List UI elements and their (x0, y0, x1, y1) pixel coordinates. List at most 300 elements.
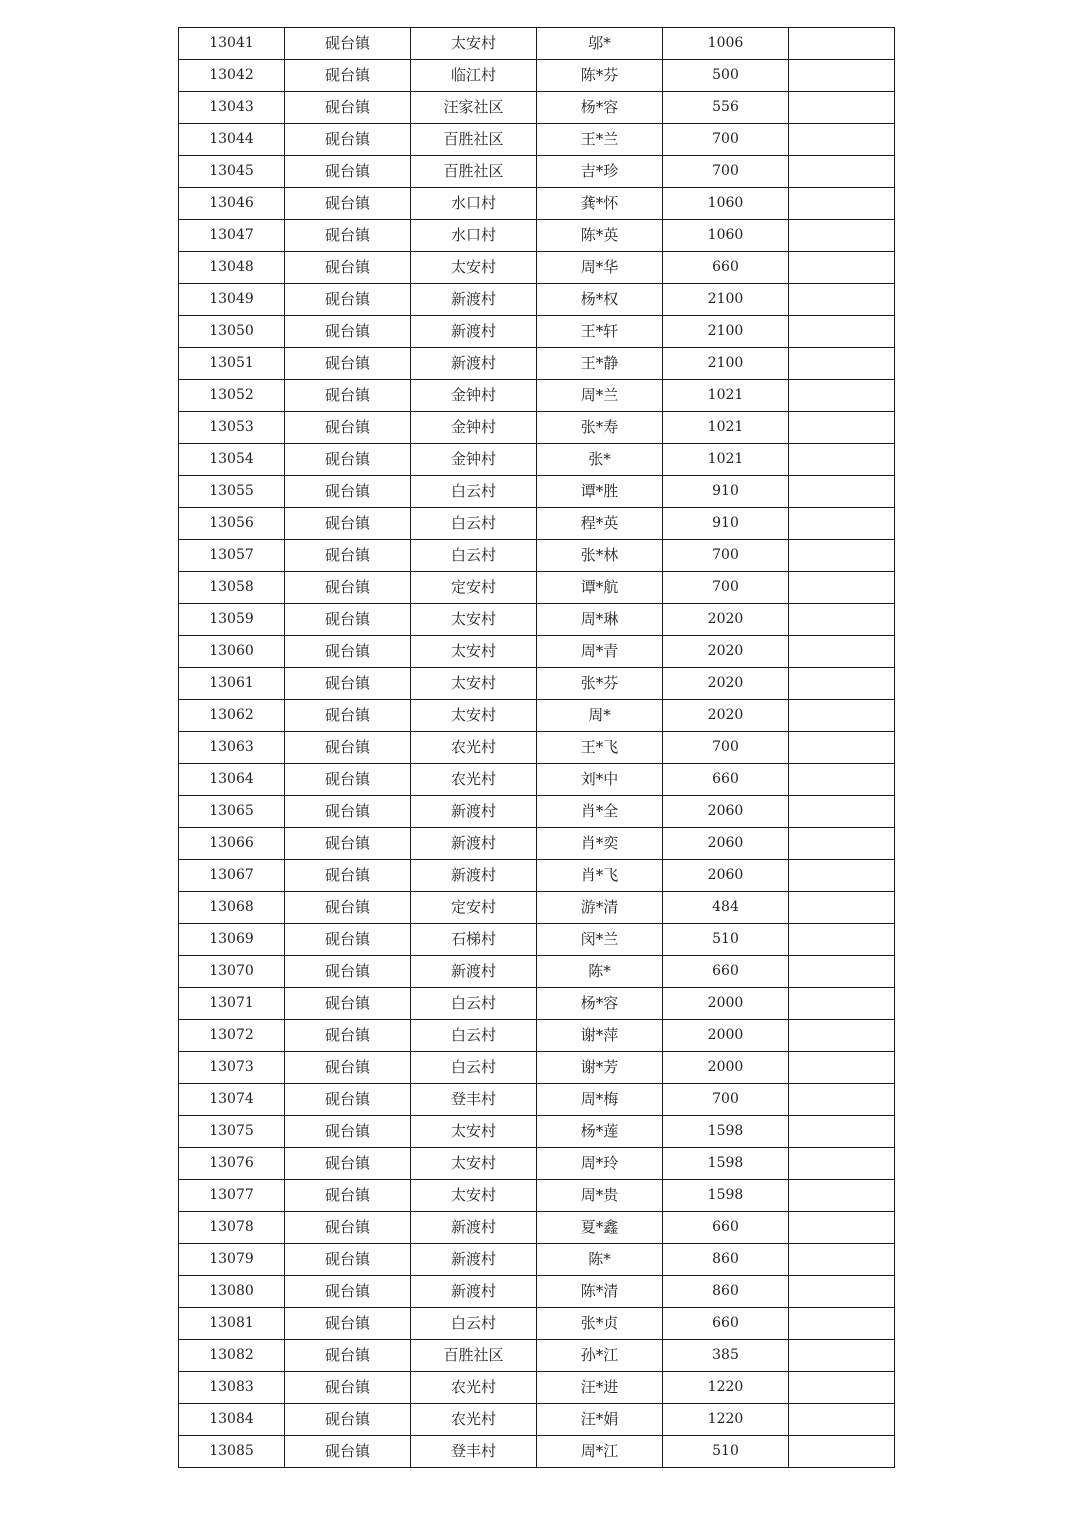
town-cell: 砚台镇 (285, 1276, 411, 1308)
serial-number-cell: 13084 (179, 1404, 285, 1436)
village-cell: 新渡村 (411, 316, 537, 348)
note-cell (789, 188, 895, 220)
town-cell: 砚台镇 (285, 1372, 411, 1404)
amount-cell: 1598 (663, 1180, 789, 1212)
table-row (179, 380, 895, 412)
serial-number-cell: 13050 (179, 316, 285, 348)
amount-cell: 2000 (663, 988, 789, 1020)
note-cell (789, 956, 895, 988)
town-cell: 砚台镇 (285, 828, 411, 860)
serial-number-cell: 13068 (179, 892, 285, 924)
amount-cell: 1598 (663, 1148, 789, 1180)
note-cell (789, 1308, 895, 1340)
serial-number-cell: 13055 (179, 476, 285, 508)
person-name-cell: 周*琳 (537, 604, 663, 636)
person-name-cell: 闵*兰 (537, 924, 663, 956)
note-cell (789, 1276, 895, 1308)
serial-number-cell: 13073 (179, 1052, 285, 1084)
town-cell: 砚台镇 (285, 1212, 411, 1244)
amount-cell: 910 (663, 508, 789, 540)
town-cell: 砚台镇 (285, 1436, 411, 1468)
village-cell: 汪家社区 (411, 92, 537, 124)
amount-cell: 2020 (663, 636, 789, 668)
town-cell: 砚台镇 (285, 188, 411, 220)
roster-table-body (179, 28, 895, 1468)
table-row (179, 92, 895, 124)
town-cell: 砚台镇 (285, 380, 411, 412)
note-cell (789, 700, 895, 732)
table-row (179, 764, 895, 796)
note-cell (789, 1116, 895, 1148)
person-name-cell: 肖*全 (537, 796, 663, 828)
amount-cell: 500 (663, 60, 789, 92)
amount-cell: 2020 (663, 668, 789, 700)
amount-cell: 385 (663, 1340, 789, 1372)
person-name-cell: 汪*进 (537, 1372, 663, 1404)
amount-cell: 860 (663, 1276, 789, 1308)
village-cell: 新渡村 (411, 956, 537, 988)
table-row (179, 1052, 895, 1084)
serial-number-cell: 13058 (179, 572, 285, 604)
amount-cell: 700 (663, 1084, 789, 1116)
village-cell: 太安村 (411, 28, 537, 60)
note-cell (789, 60, 895, 92)
town-cell: 砚台镇 (285, 220, 411, 252)
serial-number-cell: 13063 (179, 732, 285, 764)
town-cell: 砚台镇 (285, 700, 411, 732)
table-row (179, 1244, 895, 1276)
serial-number-cell: 13043 (179, 92, 285, 124)
amount-cell: 910 (663, 476, 789, 508)
serial-number-cell: 13074 (179, 1084, 285, 1116)
note-cell (789, 1148, 895, 1180)
serial-number-cell: 13049 (179, 284, 285, 316)
person-name-cell: 周*兰 (537, 380, 663, 412)
amount-cell: 1060 (663, 188, 789, 220)
serial-number-cell: 13051 (179, 348, 285, 380)
table-row (179, 540, 895, 572)
serial-number-cell: 13053 (179, 412, 285, 444)
town-cell: 砚台镇 (285, 412, 411, 444)
note-cell (789, 1372, 895, 1404)
person-name-cell: 张*林 (537, 540, 663, 572)
town-cell: 砚台镇 (285, 1340, 411, 1372)
town-cell: 砚台镇 (285, 284, 411, 316)
village-cell: 太安村 (411, 700, 537, 732)
note-cell (789, 892, 895, 924)
serial-number-cell: 13062 (179, 700, 285, 732)
amount-cell: 860 (663, 1244, 789, 1276)
village-cell: 太安村 (411, 1116, 537, 1148)
town-cell: 砚台镇 (285, 1308, 411, 1340)
person-name-cell: 邬* (537, 28, 663, 60)
person-name-cell: 谭*航 (537, 572, 663, 604)
table-row (179, 1148, 895, 1180)
town-cell: 砚台镇 (285, 28, 411, 60)
amount-cell: 1220 (663, 1404, 789, 1436)
note-cell (789, 988, 895, 1020)
note-cell (789, 764, 895, 796)
serial-number-cell: 13047 (179, 220, 285, 252)
person-name-cell: 陈*英 (537, 220, 663, 252)
village-cell: 白云村 (411, 1308, 537, 1340)
amount-cell: 1021 (663, 412, 789, 444)
table-row (179, 508, 895, 540)
town-cell: 砚台镇 (285, 1020, 411, 1052)
person-name-cell: 谢*萍 (537, 1020, 663, 1052)
table-row (179, 444, 895, 476)
note-cell (789, 1436, 895, 1468)
town-cell: 砚台镇 (285, 1084, 411, 1116)
town-cell: 砚台镇 (285, 1180, 411, 1212)
serial-number-cell: 13082 (179, 1340, 285, 1372)
amount-cell: 2060 (663, 828, 789, 860)
person-name-cell: 夏*鑫 (537, 1212, 663, 1244)
village-cell: 临江村 (411, 60, 537, 92)
person-name-cell: 王*兰 (537, 124, 663, 156)
serial-number-cell: 13061 (179, 668, 285, 700)
amount-cell: 1598 (663, 1116, 789, 1148)
table-row (179, 860, 895, 892)
person-name-cell: 杨*莲 (537, 1116, 663, 1148)
note-cell (789, 284, 895, 316)
amount-cell: 660 (663, 764, 789, 796)
town-cell: 砚台镇 (285, 444, 411, 476)
note-cell (789, 380, 895, 412)
note-cell (789, 508, 895, 540)
serial-number-cell: 13067 (179, 860, 285, 892)
village-cell: 新渡村 (411, 284, 537, 316)
serial-number-cell: 13042 (179, 60, 285, 92)
note-cell (789, 1052, 895, 1084)
person-name-cell: 张* (537, 444, 663, 476)
person-name-cell: 周*玲 (537, 1148, 663, 1180)
roster-table (178, 27, 895, 1468)
table-row (179, 1020, 895, 1052)
note-cell (789, 124, 895, 156)
serial-number-cell: 13046 (179, 188, 285, 220)
table-row (179, 1212, 895, 1244)
village-cell: 水口村 (411, 188, 537, 220)
table-row (179, 1308, 895, 1340)
note-cell (789, 252, 895, 284)
village-cell: 新渡村 (411, 1276, 537, 1308)
person-name-cell: 陈*芬 (537, 60, 663, 92)
amount-cell: 2020 (663, 604, 789, 636)
note-cell (789, 604, 895, 636)
table-row (179, 828, 895, 860)
town-cell: 砚台镇 (285, 764, 411, 796)
table-row (179, 60, 895, 92)
person-name-cell: 陈*清 (537, 1276, 663, 1308)
village-cell: 百胜社区 (411, 124, 537, 156)
town-cell: 砚台镇 (285, 860, 411, 892)
serial-number-cell: 13052 (179, 380, 285, 412)
note-cell (789, 1084, 895, 1116)
amount-cell: 2060 (663, 860, 789, 892)
serial-number-cell: 13060 (179, 636, 285, 668)
amount-cell: 1021 (663, 444, 789, 476)
person-name-cell: 周*华 (537, 252, 663, 284)
town-cell: 砚台镇 (285, 476, 411, 508)
amount-cell: 1006 (663, 28, 789, 60)
village-cell: 太安村 (411, 1148, 537, 1180)
amount-cell: 700 (663, 124, 789, 156)
person-name-cell: 刘*中 (537, 764, 663, 796)
table-row (179, 604, 895, 636)
town-cell: 砚台镇 (285, 636, 411, 668)
table-row (179, 156, 895, 188)
amount-cell: 484 (663, 892, 789, 924)
person-name-cell: 杨*权 (537, 284, 663, 316)
note-cell (789, 348, 895, 380)
table-row (179, 252, 895, 284)
note-cell (789, 476, 895, 508)
village-cell: 百胜社区 (411, 1340, 537, 1372)
amount-cell: 510 (663, 1436, 789, 1468)
amount-cell: 1220 (663, 1372, 789, 1404)
village-cell: 新渡村 (411, 828, 537, 860)
amount-cell: 700 (663, 572, 789, 604)
table-row (179, 1276, 895, 1308)
note-cell (789, 444, 895, 476)
person-name-cell: 陈* (537, 1244, 663, 1276)
town-cell: 砚台镇 (285, 60, 411, 92)
town-cell: 砚台镇 (285, 156, 411, 188)
village-cell: 白云村 (411, 476, 537, 508)
town-cell: 砚台镇 (285, 988, 411, 1020)
village-cell: 白云村 (411, 508, 537, 540)
town-cell: 砚台镇 (285, 1148, 411, 1180)
table-row (179, 636, 895, 668)
village-cell: 太安村 (411, 1180, 537, 1212)
amount-cell: 2100 (663, 316, 789, 348)
table-row (179, 1372, 895, 1404)
person-name-cell: 游*清 (537, 892, 663, 924)
note-cell (789, 92, 895, 124)
person-name-cell: 张*贞 (537, 1308, 663, 1340)
serial-number-cell: 13059 (179, 604, 285, 636)
person-name-cell: 程*英 (537, 508, 663, 540)
village-cell: 太安村 (411, 252, 537, 284)
note-cell (789, 540, 895, 572)
town-cell: 砚台镇 (285, 348, 411, 380)
person-name-cell: 周*江 (537, 1436, 663, 1468)
village-cell: 白云村 (411, 540, 537, 572)
amount-cell: 660 (663, 1212, 789, 1244)
table-row (179, 1436, 895, 1468)
town-cell: 砚台镇 (285, 508, 411, 540)
person-name-cell: 张*芬 (537, 668, 663, 700)
village-cell: 太安村 (411, 668, 537, 700)
village-cell: 白云村 (411, 988, 537, 1020)
note-cell (789, 1212, 895, 1244)
table-row (179, 572, 895, 604)
note-cell (789, 924, 895, 956)
town-cell: 砚台镇 (285, 892, 411, 924)
table-row (179, 732, 895, 764)
amount-cell: 660 (663, 252, 789, 284)
serial-number-cell: 13081 (179, 1308, 285, 1340)
village-cell: 登丰村 (411, 1436, 537, 1468)
serial-number-cell: 13056 (179, 508, 285, 540)
person-name-cell: 王*飞 (537, 732, 663, 764)
person-name-cell: 肖*奕 (537, 828, 663, 860)
note-cell (789, 860, 895, 892)
town-cell: 砚台镇 (285, 1052, 411, 1084)
village-cell: 石梯村 (411, 924, 537, 956)
town-cell: 砚台镇 (285, 252, 411, 284)
serial-number-cell: 13064 (179, 764, 285, 796)
person-name-cell: 谭*胜 (537, 476, 663, 508)
amount-cell: 1060 (663, 220, 789, 252)
person-name-cell: 陈* (537, 956, 663, 988)
serial-number-cell: 13071 (179, 988, 285, 1020)
village-cell: 水口村 (411, 220, 537, 252)
village-cell: 新渡村 (411, 348, 537, 380)
table-row (179, 668, 895, 700)
table-row (179, 348, 895, 380)
person-name-cell: 周* (537, 700, 663, 732)
table-row (179, 1404, 895, 1436)
person-name-cell: 谢*芳 (537, 1052, 663, 1084)
serial-number-cell: 13066 (179, 828, 285, 860)
town-cell: 砚台镇 (285, 92, 411, 124)
serial-number-cell: 13078 (179, 1212, 285, 1244)
amount-cell: 660 (663, 1308, 789, 1340)
serial-number-cell: 13044 (179, 124, 285, 156)
village-cell: 新渡村 (411, 1244, 537, 1276)
village-cell: 登丰村 (411, 1084, 537, 1116)
town-cell: 砚台镇 (285, 1404, 411, 1436)
village-cell: 农光村 (411, 764, 537, 796)
serial-number-cell: 13069 (179, 924, 285, 956)
table-row (179, 412, 895, 444)
village-cell: 新渡村 (411, 796, 537, 828)
person-name-cell: 周*贵 (537, 1180, 663, 1212)
serial-number-cell: 13077 (179, 1180, 285, 1212)
serial-number-cell: 13079 (179, 1244, 285, 1276)
note-cell (789, 572, 895, 604)
town-cell: 砚台镇 (285, 956, 411, 988)
town-cell: 砚台镇 (285, 604, 411, 636)
note-cell (789, 796, 895, 828)
amount-cell: 2000 (663, 1020, 789, 1052)
note-cell (789, 316, 895, 348)
town-cell: 砚台镇 (285, 1244, 411, 1276)
serial-number-cell: 13054 (179, 444, 285, 476)
table-row (179, 28, 895, 60)
person-name-cell: 周*梅 (537, 1084, 663, 1116)
table-row (179, 188, 895, 220)
serial-number-cell: 13065 (179, 796, 285, 828)
village-cell: 定安村 (411, 892, 537, 924)
note-cell (789, 1340, 895, 1372)
village-cell: 金钟村 (411, 412, 537, 444)
note-cell (789, 1244, 895, 1276)
note-cell (789, 1020, 895, 1052)
note-cell (789, 1404, 895, 1436)
table-row (179, 220, 895, 252)
serial-number-cell: 13045 (179, 156, 285, 188)
person-name-cell: 王*静 (537, 348, 663, 380)
table-row (179, 124, 895, 156)
serial-number-cell: 13080 (179, 1276, 285, 1308)
table-row (179, 956, 895, 988)
village-cell: 金钟村 (411, 444, 537, 476)
note-cell (789, 1180, 895, 1212)
village-cell: 白云村 (411, 1052, 537, 1084)
serial-number-cell: 13072 (179, 1020, 285, 1052)
person-name-cell: 孙*江 (537, 1340, 663, 1372)
amount-cell: 1021 (663, 380, 789, 412)
table-row (179, 1340, 895, 1372)
town-cell: 砚台镇 (285, 124, 411, 156)
table-row (179, 892, 895, 924)
town-cell: 砚台镇 (285, 1116, 411, 1148)
table-row (179, 1116, 895, 1148)
table-row (179, 924, 895, 956)
town-cell: 砚台镇 (285, 316, 411, 348)
village-cell: 百胜社区 (411, 156, 537, 188)
note-cell (789, 828, 895, 860)
table-row (179, 1084, 895, 1116)
table-row (179, 988, 895, 1020)
serial-number-cell: 13076 (179, 1148, 285, 1180)
amount-cell: 700 (663, 732, 789, 764)
serial-number-cell: 13085 (179, 1436, 285, 1468)
note-cell (789, 220, 895, 252)
village-cell: 农光村 (411, 1372, 537, 1404)
table-row (179, 476, 895, 508)
person-name-cell: 吉*珍 (537, 156, 663, 188)
town-cell: 砚台镇 (285, 668, 411, 700)
amount-cell: 2000 (663, 1052, 789, 1084)
amount-cell: 700 (663, 156, 789, 188)
table-row (179, 1180, 895, 1212)
town-cell: 砚台镇 (285, 796, 411, 828)
note-cell (789, 732, 895, 764)
town-cell: 砚台镇 (285, 572, 411, 604)
amount-cell: 700 (663, 540, 789, 572)
serial-number-cell: 13083 (179, 1372, 285, 1404)
note-cell (789, 412, 895, 444)
note-cell (789, 156, 895, 188)
town-cell: 砚台镇 (285, 540, 411, 572)
person-name-cell: 周*青 (537, 636, 663, 668)
table-row (179, 284, 895, 316)
table-row (179, 700, 895, 732)
village-cell: 新渡村 (411, 1212, 537, 1244)
person-name-cell: 汪*娟 (537, 1404, 663, 1436)
person-name-cell: 肖*飞 (537, 860, 663, 892)
serial-number-cell: 13057 (179, 540, 285, 572)
table-row (179, 796, 895, 828)
town-cell: 砚台镇 (285, 924, 411, 956)
amount-cell: 2100 (663, 284, 789, 316)
amount-cell: 556 (663, 92, 789, 124)
village-cell: 新渡村 (411, 860, 537, 892)
serial-number-cell: 13041 (179, 28, 285, 60)
village-cell: 农光村 (411, 1404, 537, 1436)
village-cell: 金钟村 (411, 380, 537, 412)
amount-cell: 2020 (663, 700, 789, 732)
person-name-cell: 龚*怀 (537, 188, 663, 220)
amount-cell: 2060 (663, 796, 789, 828)
village-cell: 定安村 (411, 572, 537, 604)
serial-number-cell: 13070 (179, 956, 285, 988)
note-cell (789, 668, 895, 700)
